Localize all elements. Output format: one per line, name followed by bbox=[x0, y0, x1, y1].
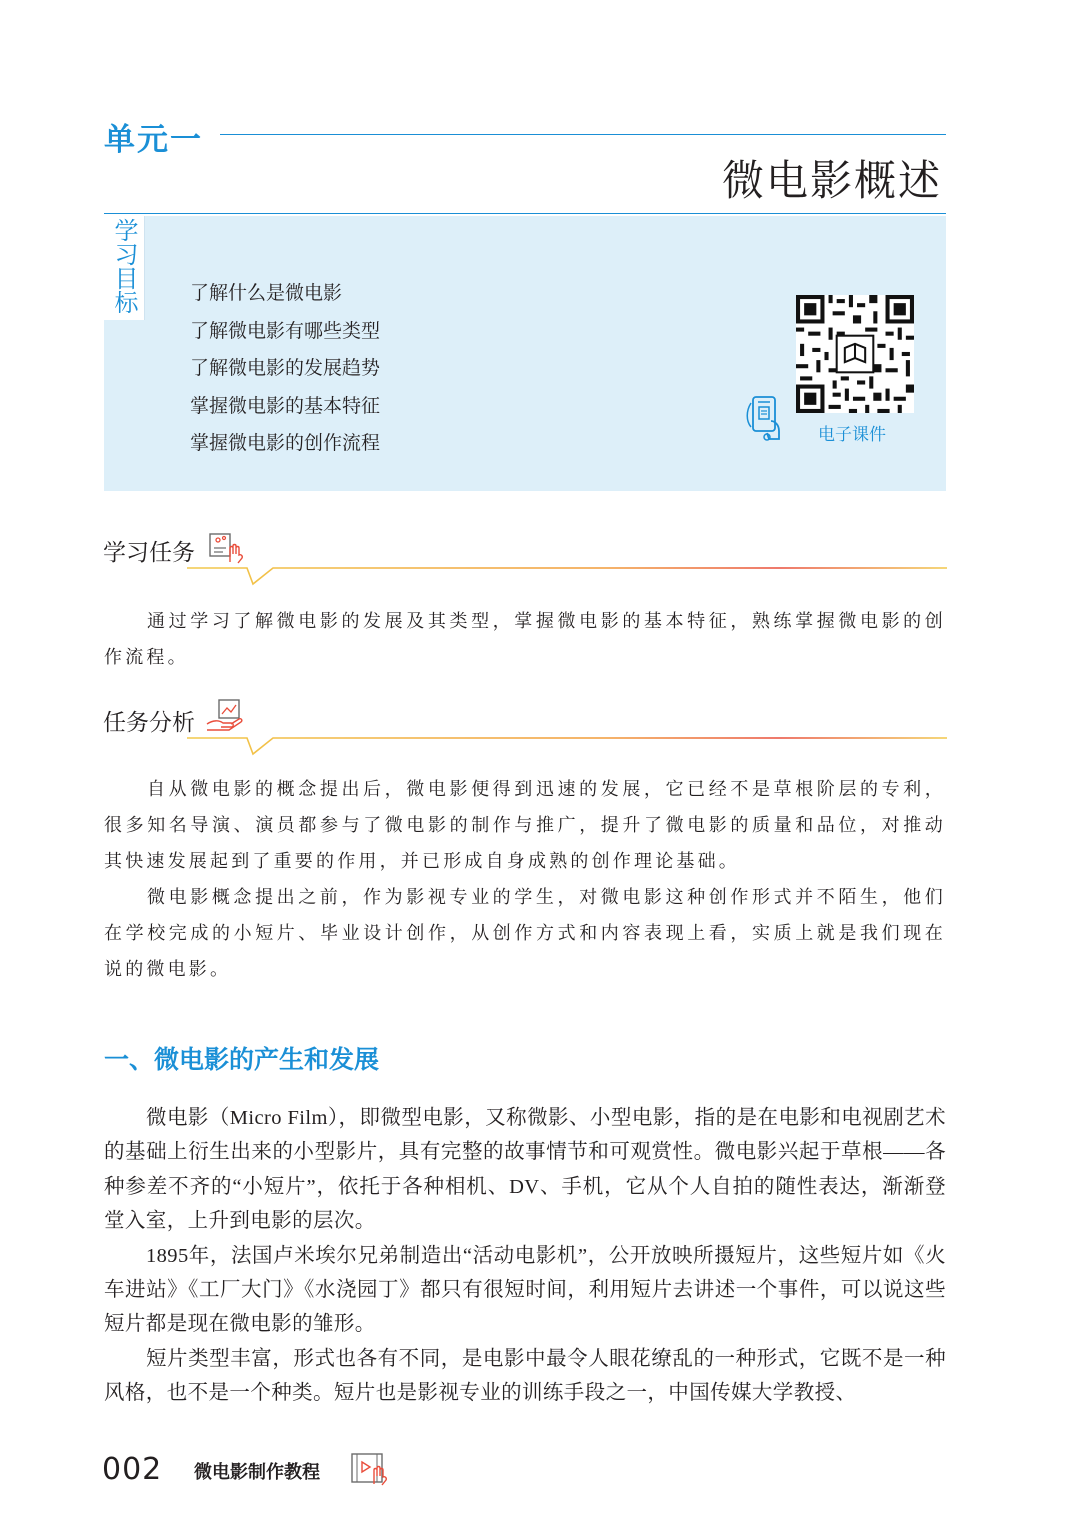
objective-item: 掌握微电影的创作流程 bbox=[190, 432, 381, 454]
analysis-heading: 任务分析 bbox=[103, 710, 195, 736]
objective-item: 了解微电影的发展趋势 bbox=[190, 357, 381, 379]
phone-icon bbox=[745, 393, 789, 443]
page-number: 002 bbox=[102, 1452, 163, 1487]
objectives-tag bbox=[104, 216, 145, 320]
objective-item: 了解什么是微电影 bbox=[190, 282, 343, 304]
book-title: 微电影制作教程 bbox=[194, 1462, 320, 1483]
section-paragraph: 微电影（Micro Film），即微型电影，又称微影、小型电影，指的是在电影和电视剧艺术的基础上衍生出来的小型影片，具有完整的故事情节和可观赏性。微电影兴起于草根——各种参差不齐的“小短片”，依托于各种相机、DV、手机，它从个人自拍的随性表达，渐渐登堂入室，上升到电影的层次。 bbox=[104, 1107, 946, 1233]
unit-label: 单元一 bbox=[104, 122, 203, 158]
analysis-paragraph: 自从微电影的概念提出后，微电影便得到迅速的发展，它已经不是草根阶层的专利，很多知名导演、演员都参与了微电影的制作与推广，提升了微电影的质量和品位，对推动其快速发展起到了重要的作用，并已形成自身成熟的创作理论基础。 bbox=[104, 779, 946, 872]
section-heading: 一、微电影的产生和发展 bbox=[104, 1045, 380, 1074]
task-paragraph: 通过学习了解微电影的发展及其类型，掌握微电影的基本特征，熟练掌握微电影的创作流程。 bbox=[104, 611, 946, 668]
task-heading: 学习任务 bbox=[103, 540, 195, 566]
analysis-heading-line bbox=[187, 734, 947, 758]
unit-rule bbox=[220, 134, 946, 135]
objectives-tag-label: 学习目标 bbox=[110, 218, 138, 314]
film-icon bbox=[350, 1452, 394, 1486]
analysis-icon bbox=[205, 698, 245, 734]
task-icon bbox=[208, 528, 248, 564]
objective-item: 掌握微电影的基本特征 bbox=[190, 394, 381, 417]
qr-code-icon[interactable] bbox=[796, 295, 914, 413]
section-paragraph: 1895年，法国卢米埃尔兄弟制造出“活动电影机”，公开放映所摄短片，这些短片如《火车进站》《工厂大门》《水浇园丁》都只有很短时间，利用短片去讲述一个事件，可以说这些短片都是现在微电影的雏形。 bbox=[104, 1244, 946, 1336]
objectives-list bbox=[190, 275, 380, 463]
courseware-label[interactable]: 电子课件 bbox=[818, 425, 886, 445]
section-paragraph: 短片类型丰富，形式也各有不同，是电影中最令人眼花缭乱的一种形式，它既不是一种风格，也不是一个种类。短片也是影视专业的训练手段之一，中国传媒大学教授、 bbox=[104, 1347, 946, 1405]
analysis-paragraph: 微电影概念提出之前，作为影视专业的学生，对微电影这种创作形式并不陌生，他们在学校完成的小短片、毕业设计创作，从创作方式和内容表现上看，实质上就是我们现在说的微电影。 bbox=[104, 887, 946, 980]
objective-item: 了解微电影有哪些类型 bbox=[190, 319, 381, 342]
task-heading-line bbox=[187, 564, 947, 588]
title-rule bbox=[104, 213, 946, 214]
page-title: 微电影概述 bbox=[721, 156, 942, 205]
